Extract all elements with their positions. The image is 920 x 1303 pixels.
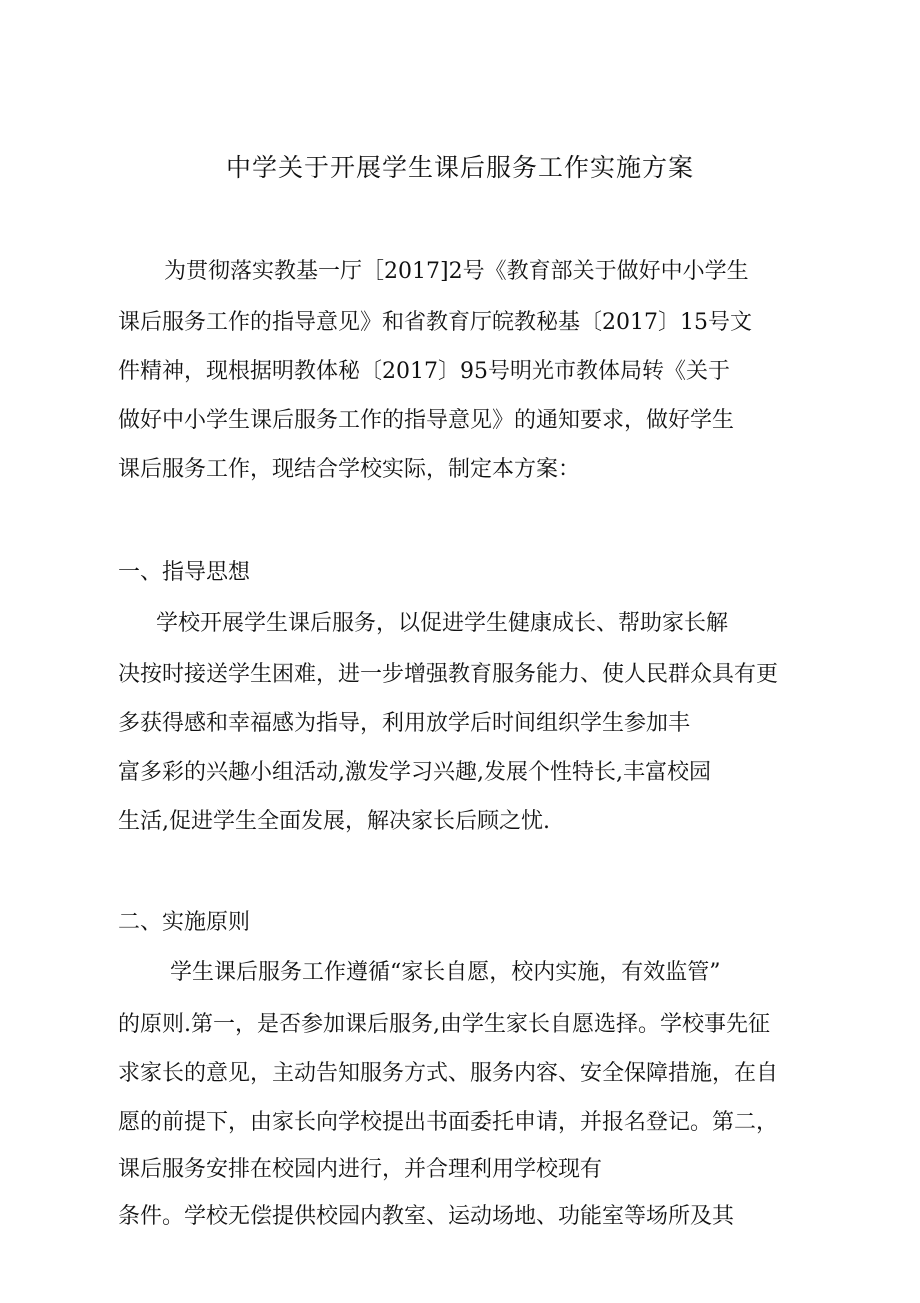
intro-line: 做好中小学生课后服务工作的指导意见》的通知要求，做好学生 — [118, 408, 735, 433]
section1-line: 生活,促进学生全面发展，解决家长后顾之忧. — [118, 809, 550, 834]
section1-line: 学校开展学生课后服务，以促进学生健康成长、帮助家长解 — [156, 611, 729, 636]
section2-line: 课后服务安排在校园内进行，并合理利用学校现有 — [118, 1157, 603, 1182]
intro-line: 为贯彻落实教基一厅［2017]2号《教育部关于做好中小学生 — [164, 259, 749, 284]
section2-line: 条件。学校无偿提供校园内教室、运动场地、功能室等场所及其 — [118, 1204, 735, 1229]
section2-line: 求家长的意见，主动告知服务方式、服务内容、安全保障措施，在自 — [118, 1061, 779, 1086]
section-heading-implementation-principles: 二、实施原则 — [118, 910, 251, 935]
section2-line: 愿的前提下，由家长向学校提出书面委托申请，并报名登记。第二， — [118, 1110, 779, 1135]
section1-line: 富多彩的兴趣小组活动,激发学习兴趣,发展个性特长,丰富校园 — [118, 760, 711, 785]
intro-line: 件精神，现根据明教体秘〔2017〕95号明光市教体局转《关于 — [118, 359, 730, 384]
intro-line: 课后服务工作的指导意见》和省教育厅皖教秘基〔2017〕15号文 — [118, 310, 752, 335]
section2-line: 的原则.第一，是否参加课后服务,由学生家长自愿选择。学校事先征 — [118, 1012, 770, 1037]
section1-line: 多获得感和幸福感为指导，利用放学后时间组织学生参加丰 — [118, 711, 691, 736]
document-title: 中学关于开展学生课后服务工作实施方案 — [225, 153, 694, 182]
section2-line: 学生课后服务工作遵循“家长自愿，校内实施，有效监管” — [170, 960, 721, 985]
intro-line: 课后服务工作，现结合学校实际，制定本方案： — [118, 457, 581, 482]
section-heading-guiding-ideology: 一、指导思想 — [118, 560, 251, 585]
section1-line: 决按时接送学生困难，进一步增强教育服务能力、使人民群众具有更 — [118, 662, 779, 687]
